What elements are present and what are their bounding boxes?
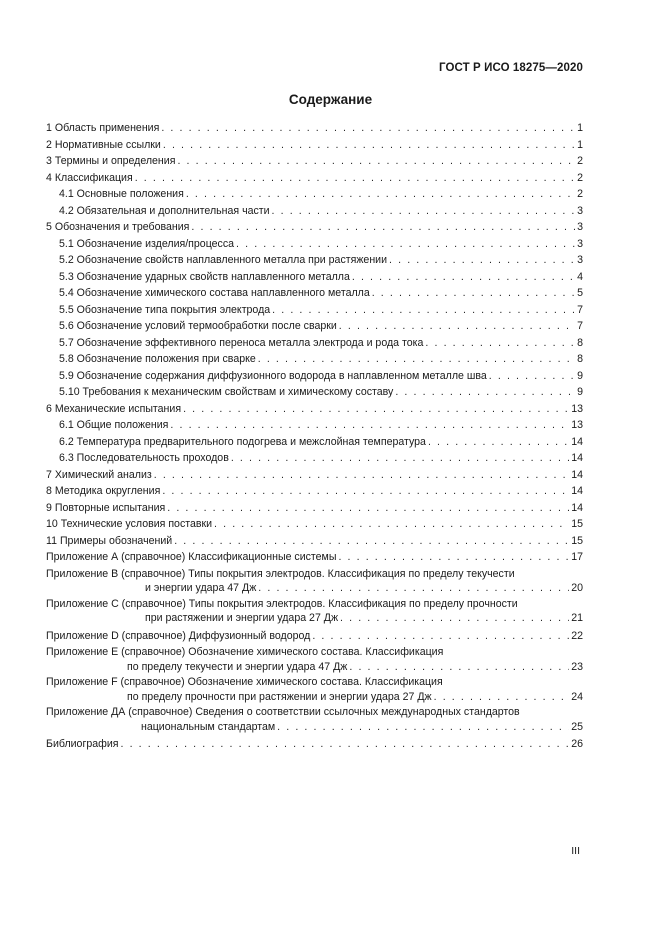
- toc-entry[interactable]: [46, 318, 583, 335]
- toc-entry-multiline[interactable]: [46, 598, 583, 626]
- toc-leader-dots: [154, 467, 569, 484]
- toc-entry-text: при растяжении и энергии удара 27 Дж: [145, 612, 339, 624]
- toc-entry-line: [46, 581, 583, 595]
- toc-entry[interactable]: [46, 285, 583, 302]
- toc-entry-text: 4 Классификация: [46, 171, 133, 184]
- toc-leader-dots: [434, 690, 570, 704]
- toc-entry-bibliography[interactable]: [46, 736, 583, 753]
- toc-entry-page: 14: [571, 435, 583, 448]
- toc-entry-first-line: Приложение F (справочное) Обозначение химического состава. Классификация: [46, 676, 443, 688]
- toc-leader-dots: [428, 434, 569, 451]
- toc-entry-line: [46, 516, 583, 533]
- toc-entry-multiline[interactable]: [46, 568, 583, 596]
- toc-leader-dots: [389, 252, 575, 269]
- toc-entry-multiline[interactable]: [46, 646, 583, 674]
- toc-entry-page: 5: [577, 287, 583, 299]
- toc-entry-text: 6.2 Температура предварительного подогрева и межслойная температура: [59, 435, 426, 448]
- toc-entry-page: 1: [577, 122, 583, 134]
- toc-leader-dots: [272, 302, 575, 319]
- toc-entry[interactable]: [46, 236, 583, 253]
- toc-entry-page: 8: [577, 336, 583, 349]
- toc-entry[interactable]: [46, 450, 583, 467]
- toc-entry-text: 4.1 Основные положения: [59, 188, 184, 200]
- toc-entry-page: 15: [571, 534, 583, 547]
- toc-entry-line: [46, 203, 583, 220]
- toc-entry-page: 26: [571, 738, 583, 750]
- toc-leader-dots: [186, 186, 575, 203]
- toc-entry-page: 8: [577, 353, 583, 365]
- toc-entry-text: 8 Методика округления: [46, 485, 161, 497]
- toc-entry-text: 9 Повторные испытания: [46, 501, 166, 514]
- toc-entry-text: 5.2 Обозначение свойств наплавленного металла при растяжении: [59, 254, 388, 266]
- toc-entry-text: 5.8 Обозначение положения при сварке: [59, 353, 256, 365]
- toc-entry[interactable]: [46, 153, 583, 170]
- toc-entry-line: [46, 236, 583, 253]
- toc-entry-text: 5.7 Обозначение эффективного переноса металла электрода и рода тока: [59, 336, 424, 349]
- toc-entry[interactable]: [46, 137, 583, 154]
- toc-entry[interactable]: [46, 219, 583, 236]
- toc-entry-line: [46, 660, 583, 674]
- toc-entry-text: 1 Область применения: [46, 122, 160, 134]
- toc-entry-line: [46, 384, 583, 401]
- toc-entry-line: [46, 252, 583, 269]
- toc-entry-text: 5.1 Обозначение изделия/процесса: [59, 237, 235, 250]
- toc-entry-line: [46, 186, 583, 203]
- toc-entry-text: 5.10 Требования к механическим свойствам и химическому составу: [59, 386, 394, 398]
- toc-leader-dots: [236, 236, 575, 253]
- toc-entry-line: [46, 401, 583, 418]
- toc-entry-line: [46, 533, 583, 550]
- toc-annex-entries-2: [46, 646, 583, 734]
- toc-leader-dots: [425, 335, 575, 352]
- toc-entry-line: [46, 720, 583, 734]
- toc-leader-dots: [489, 368, 575, 385]
- toc-leader-dots: [170, 417, 569, 434]
- toc-entry-text: и энергии удара 47 Дж: [145, 582, 257, 594]
- toc-entry[interactable]: [46, 401, 583, 418]
- toc-entry-line: [46, 285, 583, 302]
- toc-entry[interactable]: [46, 351, 583, 368]
- page-number: III: [571, 845, 580, 857]
- toc-leader-dots: [277, 720, 569, 734]
- toc-entry-text: Приложение D (справочное) Диффузионный водород: [46, 629, 311, 642]
- toc-entry-page: 24: [571, 690, 583, 703]
- toc-entry-page: 20: [571, 582, 583, 594]
- toc-entry-line: [46, 137, 583, 154]
- toc-leader-dots: [163, 137, 575, 154]
- toc-entry-page: 14: [571, 452, 583, 464]
- toc-entry-page: 25: [571, 720, 583, 733]
- toc-entry[interactable]: [46, 302, 583, 319]
- toc-leader-dots: [312, 628, 569, 645]
- toc-entry-line: [46, 690, 583, 704]
- toc-entry-page: 1: [577, 138, 583, 151]
- toc-entry-line: [46, 417, 583, 434]
- toc-entry[interactable]: [46, 186, 583, 203]
- toc-entry-multiline[interactable]: [46, 676, 583, 704]
- toc-entry-line: [46, 335, 583, 352]
- toc-entry-annex-d[interactable]: [46, 628, 583, 645]
- toc-entry-page: 14: [571, 501, 583, 514]
- toc-entry[interactable]: [46, 269, 583, 286]
- toc-entry-line: [46, 170, 583, 187]
- toc-entry-text: по пределу прочности при растяжении и энергии удара 27 Дж: [127, 690, 432, 703]
- toc-entry-line: [46, 120, 583, 137]
- toc-entry[interactable]: [46, 120, 583, 137]
- toc-entry-page: 21: [571, 612, 583, 624]
- toc-entry-text: 6.3 Последовательность проходов: [59, 452, 229, 464]
- toc-entry-text: 10 Технические условия поставки: [46, 518, 213, 530]
- toc-entry-first-line: Приложение С (справочное) Типы покрытия электродов. Классификация по пределу прочности: [46, 597, 518, 610]
- toc-entry-text: 3 Термины и определения: [46, 155, 176, 167]
- toc-entry-text: Библиография: [46, 738, 119, 750]
- toc-entry-line: [46, 549, 583, 566]
- toc-entry-text: по пределу текучести и энергии удара 47 Дж: [127, 660, 348, 673]
- toc-leader-dots: [231, 450, 569, 467]
- toc-entry-text: национальным стандартам: [141, 720, 276, 733]
- toc-entry[interactable]: [46, 335, 583, 352]
- toc-entry-page: 13: [571, 419, 583, 431]
- toc-entry-text: 5 Обозначения и требования: [46, 221, 190, 233]
- toc-entry-first-line: Приложение ДА (справочное) Сведения о соответствии ссылочных международных стандартов: [46, 706, 520, 718]
- toc-entry[interactable]: [46, 516, 583, 533]
- toc-entry-line: [46, 302, 583, 319]
- toc-entry-page: 4: [577, 270, 583, 283]
- toc-entry-line: [46, 611, 583, 625]
- toc-entry[interactable]: [46, 533, 583, 550]
- toc-entry-multiline[interactable]: [46, 706, 583, 734]
- toc-entry-text: 2 Нормативные ссылки: [46, 138, 161, 151]
- toc-entry-line: [46, 467, 583, 484]
- page-title: Содержание: [288, 92, 373, 107]
- toc-leader-dots: [183, 401, 569, 418]
- toc-entry[interactable]: [46, 549, 583, 566]
- toc-entry-page: 17: [571, 551, 583, 563]
- toc-entry-page: 15: [571, 518, 583, 530]
- toc-entry[interactable]: [46, 384, 583, 401]
- toc-entry-line: [46, 153, 583, 170]
- toc-entry-text: 5.6 Обозначение условий термообработки после сварки: [59, 320, 337, 332]
- toc-entry-text: 5.9 Обозначение содержания диффузионного водорода в наплавленном металле шва: [59, 369, 487, 382]
- toc-entry-text: 5.4 Обозначение химического состава наплавленного металла: [59, 287, 370, 299]
- toc-leader-dots: [191, 219, 575, 236]
- toc-entry-page: 7: [577, 303, 583, 316]
- toc-entry-line: [46, 219, 583, 236]
- toc-entry-page: 2: [577, 155, 583, 167]
- toc-leader-dots: [272, 203, 576, 220]
- toc-entry-page: 7: [577, 320, 583, 332]
- toc-entry[interactable]: [46, 252, 583, 269]
- toc-leader-dots: [177, 153, 575, 170]
- toc-leader-dots: [340, 611, 569, 625]
- toc-entry-page: 9: [577, 369, 583, 382]
- toc-entry[interactable]: [46, 203, 583, 220]
- toc-leader-dots: [174, 533, 569, 550]
- toc-entry[interactable]: [46, 170, 583, 187]
- toc-entry-page: 2: [577, 171, 583, 184]
- toc-entry-text: 4.2 Обязательная и дополнительная части: [59, 204, 270, 217]
- toc-main-entries: [46, 120, 583, 566]
- toc-entry[interactable]: [46, 434, 583, 451]
- toc-annex-entries: [46, 568, 583, 626]
- toc-entry[interactable]: [46, 467, 583, 484]
- toc-entry-page: 23: [571, 660, 583, 673]
- toc-leader-dots: [120, 736, 569, 753]
- toc-leader-dots: [258, 581, 569, 595]
- toc-entry-first-line: Приложение В (справочное) Типы покрытия электродов. Классификация по пределу текучести: [46, 567, 515, 580]
- toc-entry[interactable]: [46, 483, 583, 500]
- toc-leader-dots: [338, 549, 569, 566]
- toc-entry-line: [46, 269, 583, 286]
- toc-entry-page: 3: [577, 254, 583, 266]
- toc-entry-first-line: Приложение Е (справочное) Обозначение химического состава. Классификация: [46, 646, 444, 658]
- toc-entry-text: 11 Примеры обозначений: [46, 534, 173, 547]
- toc-entry-line: [46, 351, 583, 368]
- toc-entry-text: Приложение А (справочное) Классификационные системы: [46, 551, 337, 563]
- toc-entry-text: 6 Механические испытания: [46, 402, 182, 415]
- toc-entry-page: 9: [577, 386, 583, 398]
- toc-entry-page: 22: [571, 629, 583, 642]
- toc-leader-dots: [161, 120, 575, 137]
- toc-entry-page: 14: [571, 468, 583, 481]
- toc-entry[interactable]: [46, 417, 583, 434]
- toc-entry-page: 3: [577, 237, 583, 250]
- toc-leader-dots: [395, 384, 575, 401]
- toc-entry-line: [46, 434, 583, 451]
- toc-leader-dots: [214, 516, 569, 533]
- toc-entry-line: [46, 500, 583, 517]
- toc-entry-text: 7 Химический анализ: [46, 468, 152, 481]
- toc-entry-page: 14: [571, 485, 583, 497]
- toc-leader-dots: [258, 351, 575, 368]
- toc-leader-dots: [339, 318, 575, 335]
- toc-entry-page: 2: [577, 188, 583, 200]
- toc-leader-dots: [135, 170, 575, 187]
- toc-entry-line: [46, 483, 583, 500]
- toc-entry-text: 6.1 Общие положения: [59, 419, 169, 431]
- toc-entry-line: [46, 450, 583, 467]
- toc-leader-dots: [162, 483, 569, 500]
- toc-entry-page: 3: [577, 221, 583, 233]
- document-standard-number: ГОСТ Р ИСО 18275—2020: [438, 62, 583, 74]
- toc-leader-dots: [352, 269, 575, 286]
- toc-entry-text: 5.3 Обозначение ударных свойств наплавленного металла: [59, 270, 350, 283]
- toc-leader-dots: [349, 660, 569, 674]
- toc-entry-line: [46, 318, 583, 335]
- toc-leader-dots: [167, 500, 569, 517]
- toc-entry[interactable]: [46, 500, 583, 517]
- table-of-contents: [46, 120, 583, 753]
- toc-entry-page: 13: [571, 402, 583, 415]
- toc-entry-line: [46, 368, 583, 385]
- toc-leader-dots: [372, 285, 575, 302]
- toc-entry[interactable]: [46, 368, 583, 385]
- toc-entry-page: 3: [577, 204, 583, 217]
- toc-entry-text: 5.5 Обозначение типа покрытия электрода: [59, 303, 271, 316]
